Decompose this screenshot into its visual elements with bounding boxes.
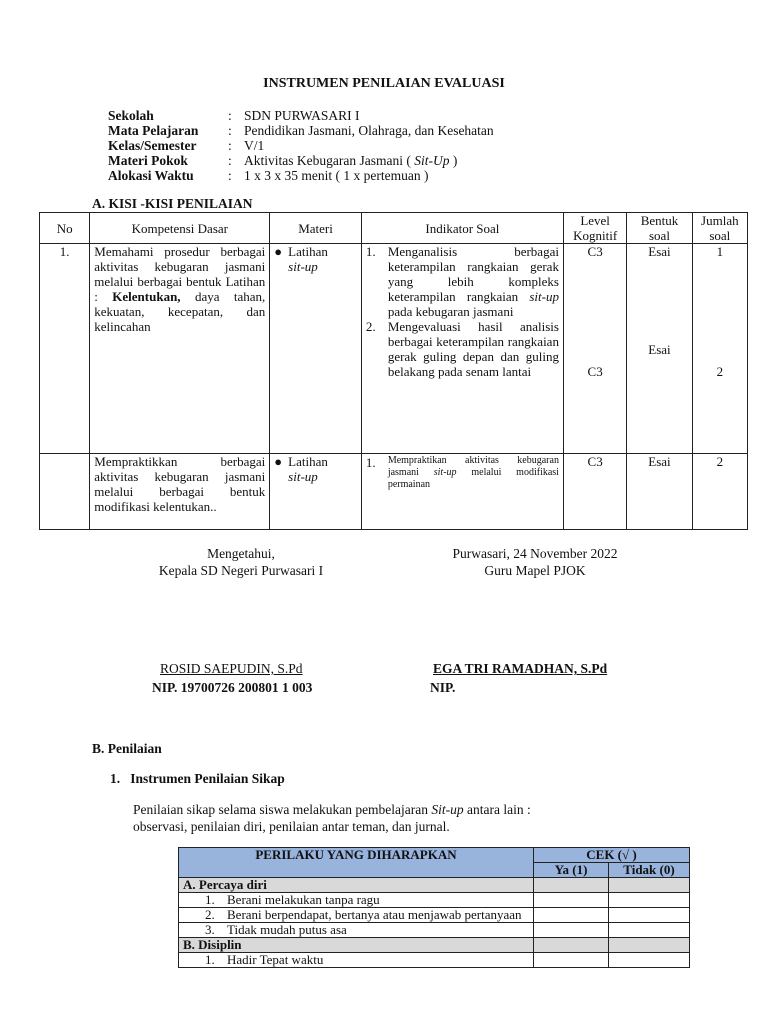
behavior-item (183, 893, 529, 907)
ind-pre: Mempraktikan aktivitas kebugaran jasmani (387, 455, 559, 478)
para-em: Sit-up (431, 802, 464, 817)
check-ya-cell[interactable] (534, 923, 609, 938)
kisi-header-row (40, 213, 748, 244)
header-perilaku: PERILAKU YANG DIHARAPKAN (179, 848, 534, 878)
col-header-jumlah: Jumlah soal (692, 213, 747, 244)
document-title: INSTRUMEN PENILAIAN EVALUASI (263, 76, 505, 91)
info-row-materi (108, 153, 494, 168)
kd-text-bold: Kelentukan, (112, 289, 181, 304)
cell-indikator (361, 454, 563, 530)
materi-line: Latihan (288, 454, 328, 469)
bentuk-value: Esai (648, 244, 671, 259)
check-ya-cell[interactable] (534, 893, 609, 908)
materi-bullet (274, 454, 357, 484)
bullet-icon: ● (274, 244, 283, 259)
subsection-heading (110, 771, 285, 787)
check-tidak-cell[interactable] (609, 923, 690, 938)
bentuk-value: Esai (648, 342, 671, 357)
check-ya-cell[interactable] (534, 953, 609, 968)
materi-line-em: sit-up (288, 469, 318, 484)
cell-jumlah: 2 (692, 454, 747, 530)
info-value: SDN PURWASARI I (244, 108, 360, 123)
category-label: A. Percaya diri (179, 878, 534, 893)
category-cell (609, 878, 690, 893)
cell-kd (90, 244, 270, 454)
col-header-level: Level Kognitif (563, 213, 626, 244)
item-num: 1. (205, 952, 215, 967)
signature-right (425, 545, 645, 579)
sikap-table (178, 847, 690, 968)
cell-no: 1. (40, 244, 90, 454)
item-num: 3. (205, 922, 215, 937)
indikator-item (366, 455, 559, 491)
kd-text-post: daya tahan, kekuatan, kecepatan, dan kelincahan (94, 289, 266, 334)
ind-post: pada kebugaran jasmani (387, 304, 514, 319)
table-row (40, 244, 748, 454)
info-row-alokasi (108, 168, 494, 183)
category-row (179, 938, 690, 953)
cell-materi (270, 454, 362, 530)
item-text: Tidak mudah putus asa (227, 922, 347, 937)
info-value-em: Sit-Up (414, 153, 450, 168)
teacher-name: EGA TRI RAMADHAN, S.Pd (433, 661, 608, 676)
indikator-item (366, 319, 559, 379)
indikator-num: 2. (365, 319, 376, 334)
cell-indikator (361, 244, 563, 454)
header-tidak: Tidak (0) (609, 863, 690, 878)
level-value: C3 (587, 244, 603, 259)
check-ya-cell[interactable] (534, 908, 609, 923)
para-post: antara lain : (463, 802, 531, 817)
identity-block (108, 108, 494, 183)
behavior-item (183, 923, 529, 937)
signature-left (146, 545, 336, 579)
kisi-table (39, 212, 748, 530)
cell-jumlah (692, 244, 747, 454)
info-colon: : (228, 168, 232, 183)
behavior-cell (179, 908, 534, 923)
indikator-text (388, 244, 559, 319)
ind-em: sit-up (433, 467, 457, 478)
table-row (179, 893, 690, 908)
col-header-materi: Materi (270, 213, 362, 244)
cell-level: C3 (563, 454, 626, 530)
info-key: Materi Pokok (108, 153, 188, 168)
info-key: Kelas/Semester (108, 138, 197, 153)
section-a-heading: A. KISI -KISI PENILAIAN (92, 196, 253, 211)
item-num: 2. (205, 907, 215, 922)
ind-post: melalui modifikasi permainan (387, 467, 559, 490)
para-line (133, 801, 531, 818)
category-row (179, 878, 690, 893)
subsection-title: Instrumen Penilaian Sikap (130, 771, 285, 786)
info-key: Mata Pelajaran (108, 123, 199, 138)
table-row (179, 953, 690, 968)
table-row (179, 923, 690, 938)
behavior-cell (179, 923, 534, 938)
behavior-cell (179, 893, 534, 908)
section-b-heading: B. Penilaian (92, 741, 162, 756)
materi-text (288, 454, 328, 484)
level-value: C3 (587, 364, 603, 379)
info-value: Pendidikan Jasmani, Olahraga, dan Kesehatan (244, 123, 494, 138)
info-key: Alokasi Waktu (108, 168, 194, 183)
behavior-item (183, 908, 529, 922)
category-cell (534, 878, 609, 893)
category-label: B. Disiplin (179, 938, 534, 953)
sig-left-line1: Mengetahui, (207, 546, 275, 561)
col-header-indikator: Indikator Soal (361, 213, 563, 244)
info-value (244, 153, 457, 168)
info-row-mapel (108, 123, 494, 138)
info-colon: : (228, 123, 232, 138)
check-tidak-cell[interactable] (609, 953, 690, 968)
jumlah-value: 1 (716, 244, 724, 259)
header-ya: Ya (1) (534, 863, 609, 878)
subsection-num: 1. (110, 771, 121, 786)
info-value-pre: Aktivitas Kebugaran Jasmani ( (244, 153, 415, 168)
sig-right-line2: Guru Mapel PJOK (484, 563, 586, 578)
sig-right-line1: Purwasari, 24 November 2022 (452, 546, 618, 561)
info-colon: : (228, 108, 232, 123)
info-row-kelas (108, 138, 494, 153)
behavior-cell (179, 953, 534, 968)
indikator-item (366, 244, 559, 319)
materi-line-em: sit-up (288, 259, 318, 274)
jumlah-value: 2 (716, 364, 724, 379)
table-row (179, 908, 690, 923)
indikator-num: 1. (365, 244, 376, 259)
principal-nip: NIP. 19700726 200801 1 003 (152, 680, 313, 695)
check-tidak-cell[interactable] (609, 893, 690, 908)
item-text: Hadir Tepat waktu (227, 952, 324, 967)
table-row (40, 454, 748, 530)
intro-paragraph (133, 801, 531, 835)
item-num: 1. (205, 892, 215, 907)
info-colon: : (228, 138, 232, 153)
behavior-item (183, 953, 529, 967)
kd-text-pre: Memahami prosedur berbagai aktivitas kebugaran jasmani melalui berbagai bentuk Latihan : (94, 244, 266, 304)
cell-materi (270, 244, 362, 454)
category-cell (534, 938, 609, 953)
materi-line: Latihan (288, 244, 328, 259)
cell-bentuk: Esai (627, 454, 692, 530)
col-header-bentuk: Bentuk soal (627, 213, 692, 244)
teacher-nip: NIP. (430, 680, 456, 695)
check-tidak-cell[interactable] (609, 908, 690, 923)
info-colon: : (228, 153, 232, 168)
ind-pre: Menganalisis berbagai keterampilan rangkaian gerak yang lebih kompleks keterampilan rangkaian (387, 244, 559, 304)
ind-em: sit-up (529, 289, 559, 304)
col-header-no: No (40, 213, 90, 244)
header-cek: CEK (√ ) (534, 848, 690, 863)
cell-bentuk (627, 244, 692, 454)
principal-name: ROSID SAEPUDIN, S.Pd (160, 661, 303, 676)
col-header-kd: Kompetensi Dasar (90, 213, 270, 244)
info-row-sekolah (108, 108, 494, 123)
item-text: Berani berpendapat, bertanya atau menjawab pertanyaan (227, 907, 522, 922)
cell-no (40, 454, 90, 530)
sikap-header-row (179, 848, 690, 863)
materi-text (288, 244, 328, 274)
materi-bullet (274, 244, 357, 274)
info-key: Sekolah (108, 108, 154, 123)
indikator-text (388, 455, 559, 491)
info-value: V/1 (244, 138, 265, 153)
info-value-post: ) (449, 153, 458, 168)
item-text: Berani melakukan tanpa ragu (227, 892, 380, 907)
sig-left-line2: Kepala SD Negeri Purwasari I (158, 563, 324, 578)
para-line: observasi, penilaian diri, penilaian antar teman, dan jurnal. (133, 819, 450, 834)
cell-kd: Mempraktikkan berbagai aktivitas kebugaran jasmani melalui berbagai bentuk modifikasi kelentukan.. (90, 454, 270, 530)
cell-level (563, 244, 626, 454)
para-pre: Penilaian sikap selama siswa melakukan pembelajaran (133, 802, 432, 817)
category-cell (609, 938, 690, 953)
info-value: 1 x 3 x 35 menit ( 1 x pertemuan ) (244, 168, 429, 183)
indikator-text: Mengevaluasi hasil analisis berbagai keterampilan rangkaian gerak guling depan dan guling belakang pada senam lantai (387, 319, 559, 379)
bullet-icon: ● (274, 454, 283, 469)
indikator-num: 1. (365, 455, 376, 470)
